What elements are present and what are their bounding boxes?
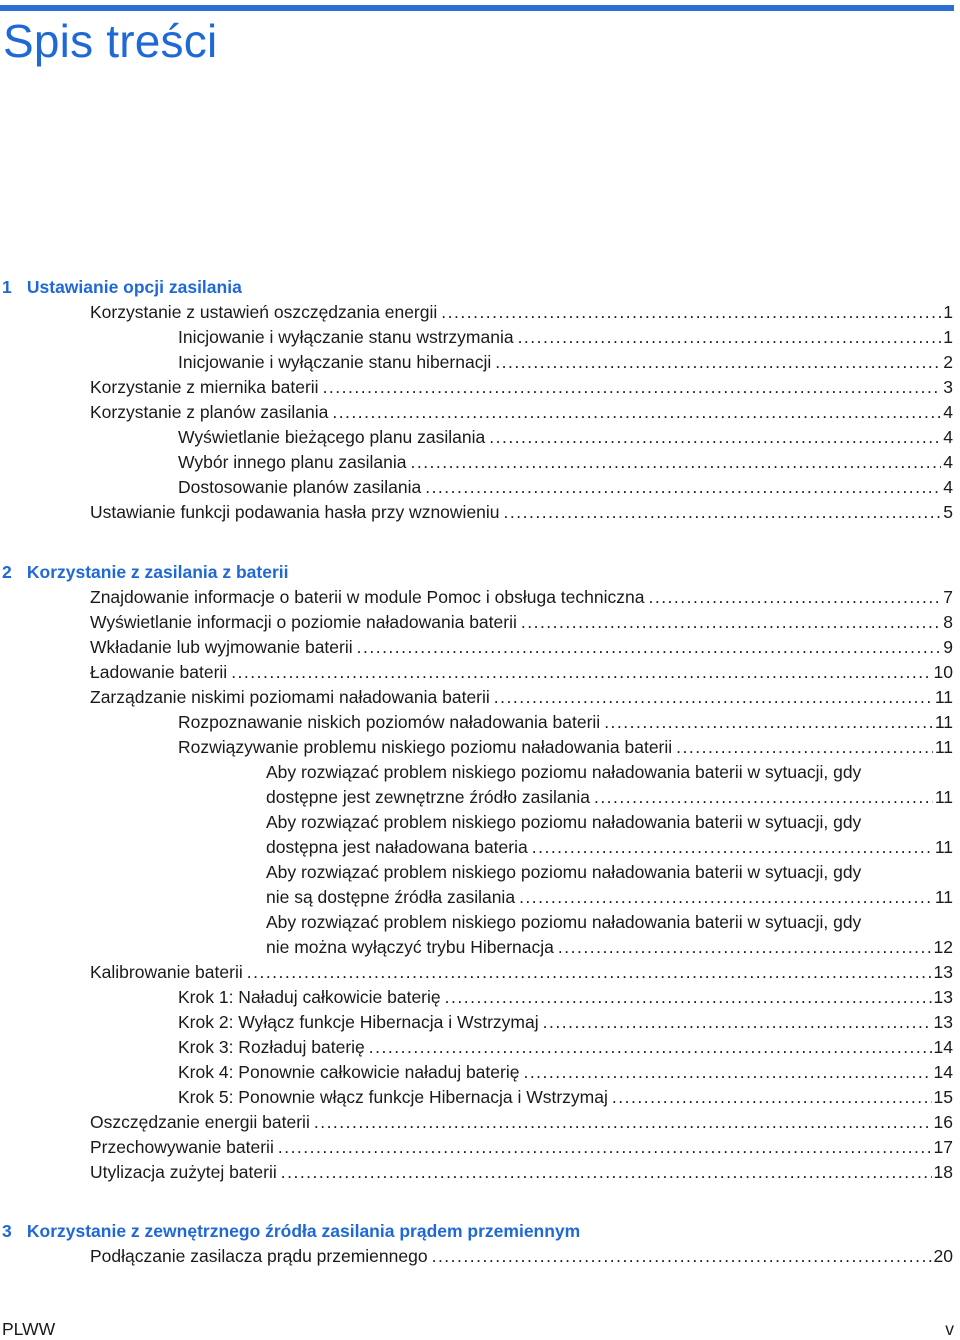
entry-text: Krok 3: Rozładuj baterię bbox=[178, 1037, 365, 1057]
dot-leader bbox=[558, 935, 932, 960]
toc-entry[interactable] bbox=[90, 500, 953, 525]
dot-leader bbox=[278, 1135, 932, 1160]
page-number: 4 bbox=[943, 477, 953, 497]
page-number: 10 bbox=[933, 662, 953, 682]
page-number: 2 bbox=[943, 352, 953, 372]
chapter-2-heading[interactable] bbox=[2, 560, 952, 585]
toc-entry[interactable] bbox=[90, 300, 953, 325]
dot-leader bbox=[518, 325, 942, 350]
toc-entry[interactable] bbox=[178, 1060, 953, 1085]
toc-entry[interactable] bbox=[90, 400, 953, 425]
dot-leader bbox=[532, 835, 933, 860]
entry-text: Rozwiązywanie problemu niskiego poziomu naładowania baterii bbox=[178, 737, 673, 757]
dot-leader bbox=[425, 475, 941, 500]
toc-entry[interactable] bbox=[90, 1244, 953, 1269]
dot-leader bbox=[445, 985, 932, 1010]
page-number: 8 bbox=[943, 612, 953, 632]
entry-text-line2: nie można wyłączyć trybu Hibernacja bbox=[266, 937, 554, 957]
dot-leader bbox=[410, 450, 941, 475]
page-number: 11 bbox=[934, 887, 953, 907]
page-number: 18 bbox=[933, 1162, 953, 1182]
dot-leader bbox=[676, 735, 933, 760]
entry-text: Zarządzanie niskimi poziomami naładowania baterii bbox=[90, 687, 490, 707]
page-number: 13 bbox=[933, 962, 953, 982]
toc-entry[interactable] bbox=[90, 1160, 953, 1185]
entry-text: Krok 4: Ponownie całkowicie naładuj baterię bbox=[178, 1062, 520, 1082]
page-number: 14 bbox=[933, 1062, 953, 1082]
entry-text: Oszczędzanie energii baterii bbox=[90, 1112, 310, 1132]
dot-leader bbox=[314, 1110, 932, 1135]
toc-entry[interactable] bbox=[178, 1085, 953, 1110]
toc-entry[interactable] bbox=[178, 325, 953, 350]
dot-leader bbox=[519, 885, 933, 910]
entry-text-line2: dostępna jest naładowana bateria bbox=[266, 837, 528, 857]
page-number: 13 bbox=[933, 987, 953, 1007]
page-number: 4 bbox=[943, 452, 953, 472]
toc-entry-multiline[interactable] bbox=[266, 810, 953, 860]
page-number: 15 bbox=[933, 1087, 953, 1107]
dot-leader bbox=[323, 375, 942, 400]
toc-entry[interactable] bbox=[90, 635, 953, 660]
chapter-title: Korzystanie z zasilania z baterii bbox=[26, 562, 289, 582]
page-number: 12 bbox=[933, 937, 953, 957]
entry-text: Przechowywanie baterii bbox=[90, 1137, 274, 1157]
entry-text: Krok 5: Ponownie włącz funkcje Hibernacja i Wstrzymaj bbox=[178, 1087, 608, 1107]
entry-text: Krok 2: Wyłącz funkcje Hibernacja i Wstrzymaj bbox=[178, 1012, 539, 1032]
chapter-number: 3 bbox=[2, 1221, 12, 1241]
toc-entry[interactable] bbox=[90, 375, 953, 400]
toc-entry[interactable] bbox=[178, 735, 953, 760]
toc-entry[interactable] bbox=[178, 710, 953, 735]
entry-text: Znajdowanie informacje o baterii w module Pomoc i obsługa techniczna bbox=[90, 587, 645, 607]
page-number: 11 bbox=[934, 687, 953, 707]
dot-leader bbox=[441, 300, 941, 325]
page-number: 16 bbox=[933, 1112, 953, 1132]
footer-document-code: PLWW bbox=[2, 1319, 56, 1339]
dot-leader bbox=[231, 660, 931, 685]
chapter-1-heading[interactable] bbox=[2, 275, 952, 300]
page-number: 9 bbox=[943, 637, 953, 657]
entry-text-line1: Aby rozwiązać problem niskiego poziomu naładowania baterii w sytuacji, gdy bbox=[266, 812, 862, 832]
toc-entry[interactable] bbox=[178, 450, 953, 475]
entry-text: Dostosowanie planów zasilania bbox=[178, 477, 422, 497]
entry-text: Inicjowanie i wyłączanie stanu hibernacji bbox=[178, 352, 492, 372]
entry-text-line2: nie są dostępne źródła zasilania bbox=[266, 887, 516, 907]
entry-text: Kalibrowanie baterii bbox=[90, 962, 243, 982]
page-number: 11 bbox=[934, 712, 953, 732]
toc-entry[interactable] bbox=[178, 1010, 953, 1035]
dot-leader bbox=[432, 1244, 932, 1269]
dot-leader bbox=[612, 1085, 932, 1110]
toc-entry[interactable] bbox=[178, 425, 953, 450]
page-number: 3 bbox=[943, 377, 953, 397]
toc-entry[interactable] bbox=[90, 685, 953, 710]
entry-text: Rozpoznawanie niskich poziomów naładowania baterii bbox=[178, 712, 601, 732]
chapter-number: 1 bbox=[2, 277, 12, 297]
page-number: 13 bbox=[933, 1012, 953, 1032]
toc-entry-multiline[interactable] bbox=[266, 860, 953, 910]
entry-text: Ustawianie funkcji podawania hasła przy wznowieniu bbox=[90, 502, 500, 522]
entry-text: Wybór innego planu zasilania bbox=[178, 452, 407, 472]
entry-text: Utylizacja zużytej baterii bbox=[90, 1162, 277, 1182]
entry-text: Wyświetlanie informacji o poziomie naładowania baterii bbox=[90, 612, 517, 632]
page-number: 14 bbox=[933, 1037, 953, 1057]
page-number: 1 bbox=[943, 327, 953, 347]
toc-entry[interactable] bbox=[90, 660, 953, 685]
entry-text-line2: dostępne jest zewnętrzne źródło zasilania bbox=[266, 787, 590, 807]
page-number: 11 bbox=[934, 737, 953, 757]
chapter-title: Korzystanie z zewnętrznego źródła zasilania prądem przemiennym bbox=[26, 1221, 581, 1241]
dot-leader bbox=[648, 585, 941, 610]
page-number: 4 bbox=[943, 427, 953, 447]
chapter-3-heading[interactable] bbox=[2, 1219, 952, 1244]
entry-text-line1: Aby rozwiązać problem niskiego poziomu naładowania baterii w sytuacji, gdy bbox=[266, 762, 862, 782]
dot-leader bbox=[332, 400, 941, 425]
dot-leader bbox=[594, 785, 933, 810]
toc-entry[interactable] bbox=[178, 475, 953, 500]
dot-leader bbox=[369, 1035, 932, 1060]
dot-leader bbox=[357, 635, 942, 660]
dot-leader bbox=[521, 610, 941, 635]
entry-text: Krok 1: Naładuj całkowicie baterię bbox=[178, 987, 441, 1007]
toc-entry[interactable] bbox=[90, 1110, 953, 1135]
page-number: 20 bbox=[933, 1246, 953, 1266]
toc-entry[interactable] bbox=[90, 610, 953, 635]
toc-entry-multiline[interactable] bbox=[266, 760, 953, 810]
entry-text: Wkładanie lub wyjmowanie baterii bbox=[90, 637, 353, 657]
toc-entry-multiline[interactable] bbox=[266, 910, 953, 960]
page-number: 11 bbox=[934, 787, 953, 807]
entry-text: Korzystanie z miernika baterii bbox=[90, 377, 319, 397]
entry-text: Korzystanie z planów zasilania bbox=[90, 402, 329, 422]
entry-text: Wyświetlanie bieżącego planu zasilania bbox=[178, 427, 486, 447]
dot-leader bbox=[247, 960, 932, 985]
toc-entry[interactable] bbox=[178, 985, 953, 1010]
entry-text: Ładowanie baterii bbox=[90, 662, 228, 682]
footer-page-number: v bbox=[945, 1319, 954, 1339]
entry-text: Podłączanie zasilacza prądu przemiennego bbox=[90, 1246, 428, 1266]
page-number: 17 bbox=[933, 1137, 953, 1157]
dot-leader bbox=[489, 425, 941, 450]
toc-entry[interactable] bbox=[178, 350, 953, 375]
page-number: 1 bbox=[943, 302, 953, 322]
dot-leader bbox=[495, 350, 941, 375]
page-number: 5 bbox=[943, 502, 953, 522]
entry-text-line1: Aby rozwiązać problem niskiego poziomu naładowania baterii w sytuacji, gdy bbox=[266, 912, 862, 932]
dot-leader bbox=[494, 685, 933, 710]
toc-entry[interactable] bbox=[178, 1035, 953, 1060]
page-title: Spis treści bbox=[3, 15, 218, 67]
dot-leader bbox=[281, 1160, 932, 1185]
dot-leader bbox=[504, 500, 942, 525]
dot-leader bbox=[523, 1060, 931, 1085]
page-number: 7 bbox=[943, 587, 953, 607]
entry-text: Inicjowanie i wyłączanie stanu wstrzymania bbox=[178, 327, 514, 347]
dot-leader bbox=[543, 1010, 932, 1035]
toc-entry[interactable] bbox=[90, 960, 953, 985]
dot-leader bbox=[604, 710, 933, 735]
chapter-title: Ustawianie opcji zasilania bbox=[26, 277, 242, 297]
toc-entry[interactable] bbox=[90, 585, 953, 610]
page-number: 4 bbox=[943, 402, 953, 422]
entry-text: Korzystanie z ustawień oszczędzania energii bbox=[90, 302, 438, 322]
entry-text-line1: Aby rozwiązać problem niskiego poziomu naładowania baterii w sytuacji, gdy bbox=[266, 862, 862, 882]
chapter-number: 2 bbox=[2, 562, 12, 582]
top-rule bbox=[0, 5, 954, 11]
page-number: 11 bbox=[934, 837, 953, 857]
toc-entry[interactable] bbox=[90, 1135, 953, 1160]
